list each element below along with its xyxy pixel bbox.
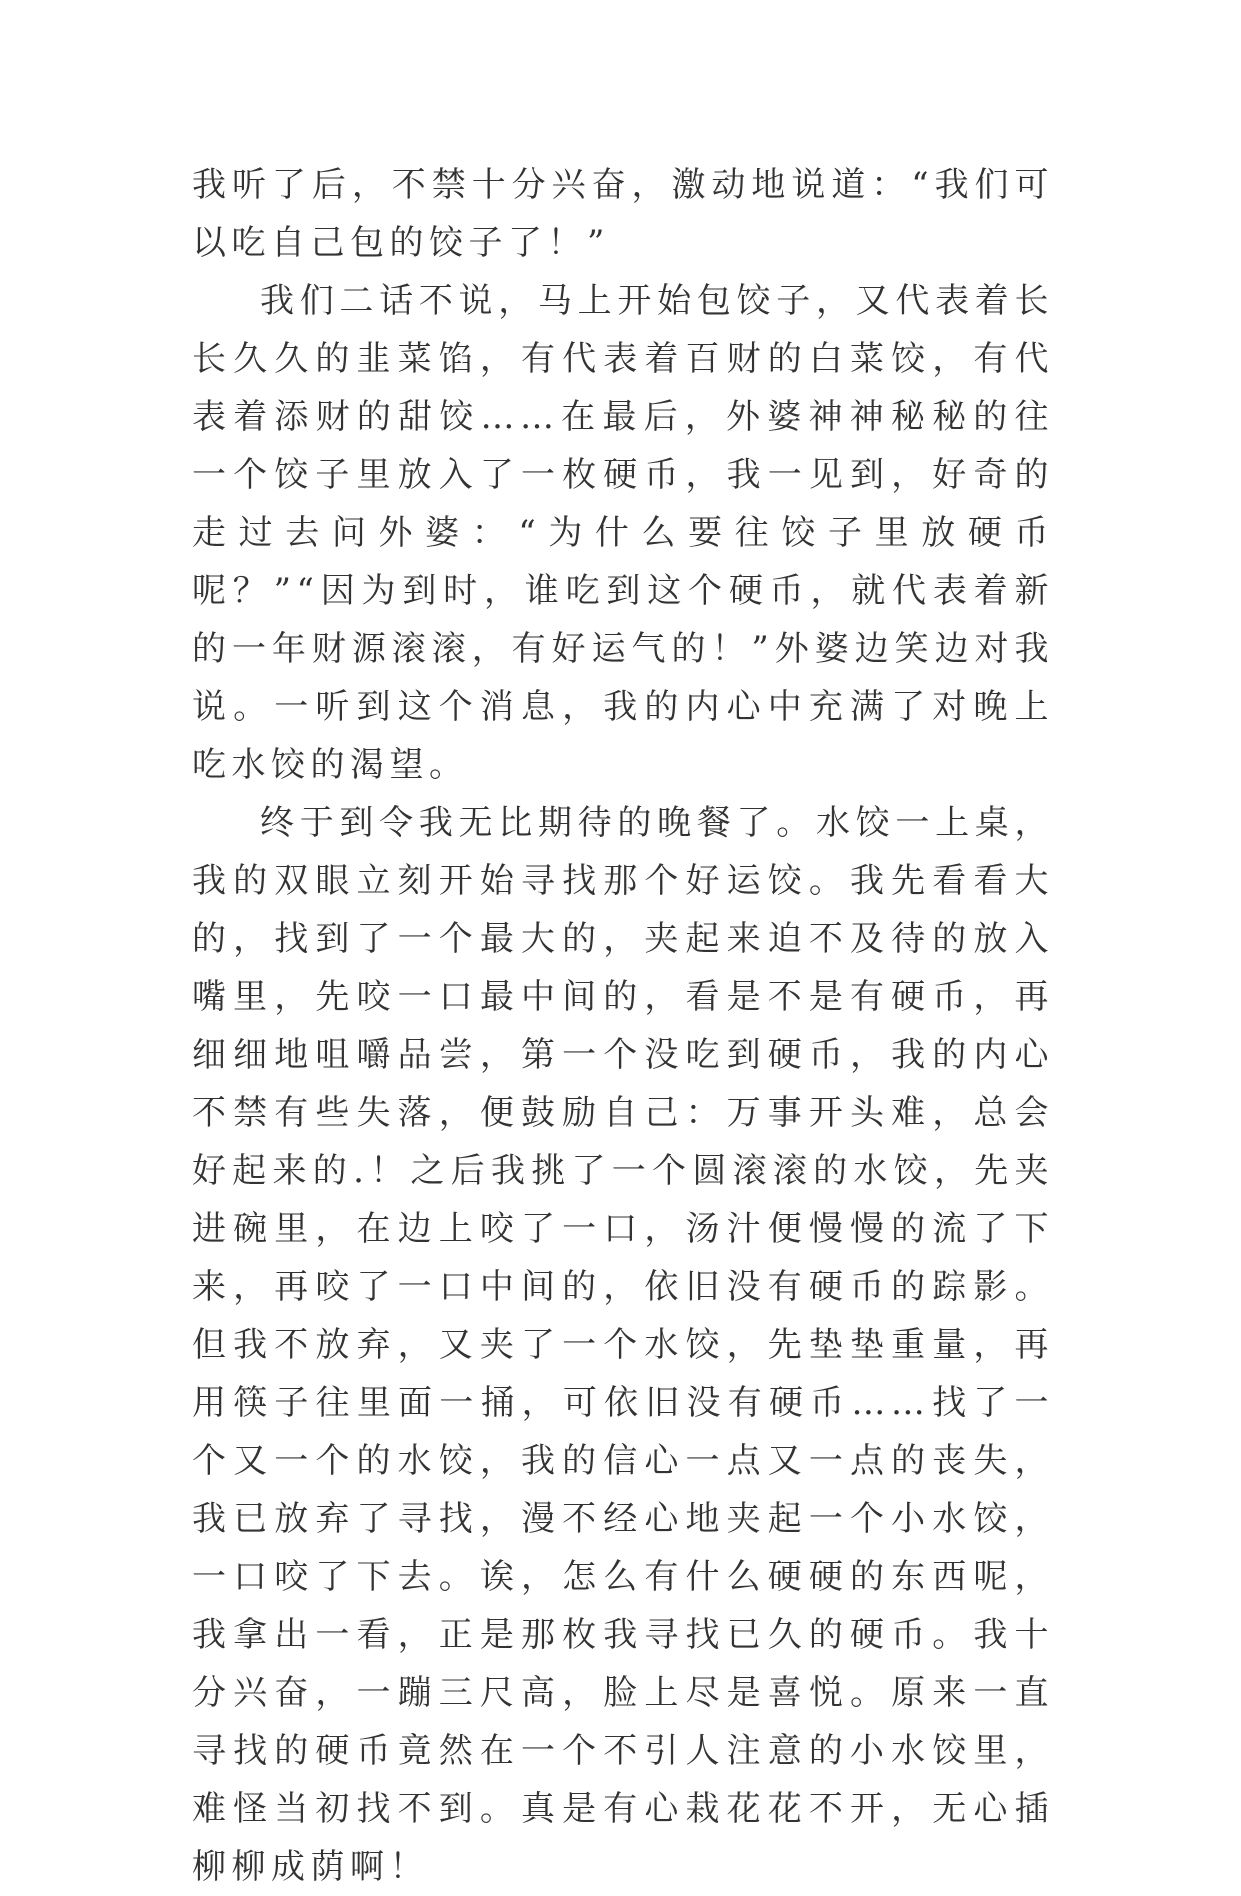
paragraph-2: 我们二话不说，马上开始包饺子，又代表着长长久久的韭菜馅，有代表着百财的白菜饺，有代表着添财的甜饺……在最后，外婆神神秘秘的往一个饺子里放入了一枚硬币，我一见到，好奇的走过去问外婆：“为什么要往饺子里放硬币呢？”“因为到时，谁吃到这个硬币，就代表着新的一年财源滚滚，有好运气的！”外婆边笑边对我说。一听到这个消息，我的内心中充满了对晚上吃水饺的渴望。 (192, 281, 1054, 785)
paragraph-3: 终于到令我无比期待的晚餐了。水饺一上桌，我的双眼立刻开始寻找那个好运饺。我先看看大的，找到了一个最大的，夹起来迫不及待的放入嘴里，先咬一口最中间的，看是不是有硬币，再细细地咀嚼品尝，第一个没吃到硬币，我的内心不禁有些失落，便鼓励自己：万事开头难，总会好起来的.！之后我挑了一个圆滚滚的水饺，先夹进碗里，在边上咬了一口，汤汁便慢慢的流了下来，再咬了一口中间的，依旧没有硬币的踪影。但我不放弃，又夹了一个水饺，先垫垫重量，再用筷子往里面一捅，可依旧没有硬币……找了一个又一个的水饺，我的信心一点又一点的丧失，我已放弃了寻找，漫不经心地夹起一个小水饺，一口咬了下去。诶，怎么有什么硬硬的东西呢，我拿出一看，正是那枚我寻找已久的硬币。我十分兴奋，一蹦三尺高，脸上尽是喜悦。原来一直寻找的硬币竟然在一个不引人注意的小水饺里，难怪当初找不到。真是有心栽花花不开，无心插柳柳成荫啊！ (192, 803, 1054, 1887)
article-body (192, 156, 1054, 1896)
paragraph-1: 我听了后，不禁十分兴奋，激动地说道：“我们可以吃自己包的饺子了！” (192, 165, 1054, 263)
